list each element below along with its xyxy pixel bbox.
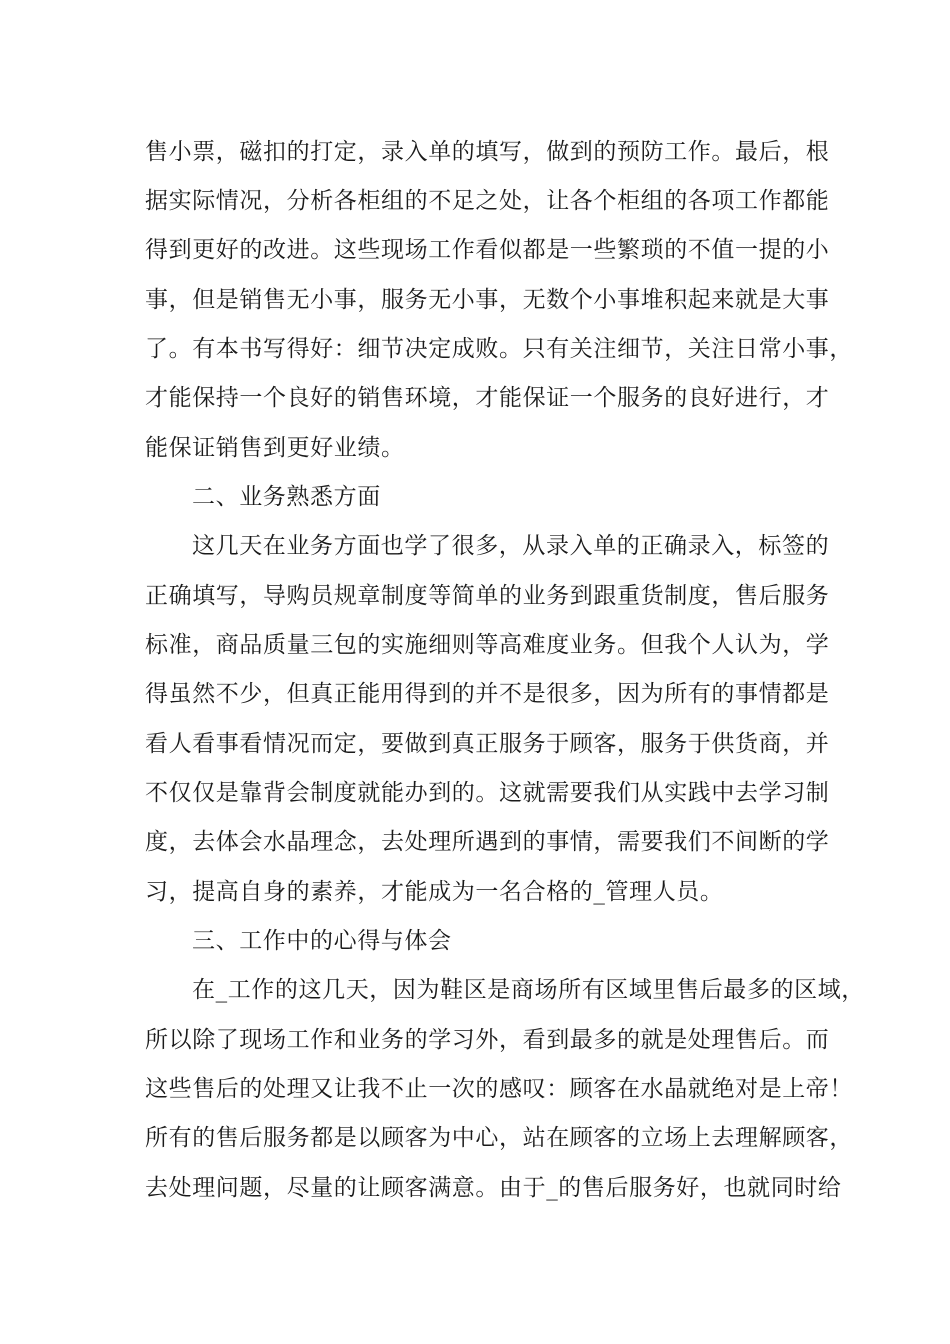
- section-heading: 二、业务熟悉方面: [192, 484, 381, 510]
- paragraph-line: 这些售后的处理又让我不止一次的感叹：顾客在水晶就绝对是上帝！: [145, 1076, 853, 1102]
- paragraph-line: 能保证销售到更好业绩。: [145, 435, 405, 461]
- paragraph-line: 看人看事看情况而定，要做到真正服务于顾客，服务于供货商，并: [145, 731, 830, 757]
- paragraph-line: 这几天在业务方面也学了很多，从录入单的正确录入，标签的: [192, 533, 830, 559]
- paragraph-line: 售小票，磁扣的打定，录入单的填写，做到的预防工作。最后，根: [145, 139, 830, 165]
- paragraph-line: 据实际情况，分析各柜组的不足之处，让各个柜组的各项工作都能: [145, 188, 830, 214]
- paragraph-line: 习，提高自身的素养，才能成为一名合格的_管理人员。: [145, 879, 724, 905]
- paragraph-line: 去处理问题，尽量的让顾客满意。由于_的售后服务好，也就同时给: [145, 1175, 842, 1201]
- paragraph-line: 正确填写，导购员规章制度等简单的业务到跟重货制度，售后服务: [145, 583, 830, 609]
- paragraph-line: 所以除了现场工作和业务的学习外，看到最多的就是处理售后。而: [145, 1027, 830, 1053]
- paragraph-line: 得虽然不少，但真正能用得到的并不是很多，因为所有的事情都是: [145, 681, 830, 707]
- paragraph-line: 不仅仅是靠背会制度就能办到的。这就需要我们从实践中去学习制: [145, 780, 830, 806]
- paragraph-line: 度，去体会水晶理念，去处理所遇到的事情，需要我们不间断的学: [145, 829, 830, 855]
- paragraph-line: 才能保持一个良好的销售环境，才能保证一个服务的良好进行，才: [145, 385, 830, 411]
- paragraph-line: 了。有本书写得好：细节决定成败。只有关注细节，关注日常小事，: [145, 336, 853, 362]
- paragraph-line: 得到更好的改进。这些现场工作看似都是一些繁琐的不值一提的小: [145, 237, 830, 263]
- paragraph-line: 在_工作的这几天，因为鞋区是商场所有区域里售后最多的区域，: [192, 977, 865, 1003]
- paragraph-line: 标准，商品质量三包的实施细则等高难度业务。但我个人认为，学: [145, 632, 830, 658]
- paragraph-line: 所有的售后服务都是以顾客为中心，站在顾客的立场上去理解顾客，: [145, 1125, 853, 1151]
- section-heading: 三、工作中的心得与体会: [192, 928, 452, 954]
- paragraph-line: 事，但是销售无小事，服务无小事，无数个小事堆积起来就是大事: [145, 287, 830, 313]
